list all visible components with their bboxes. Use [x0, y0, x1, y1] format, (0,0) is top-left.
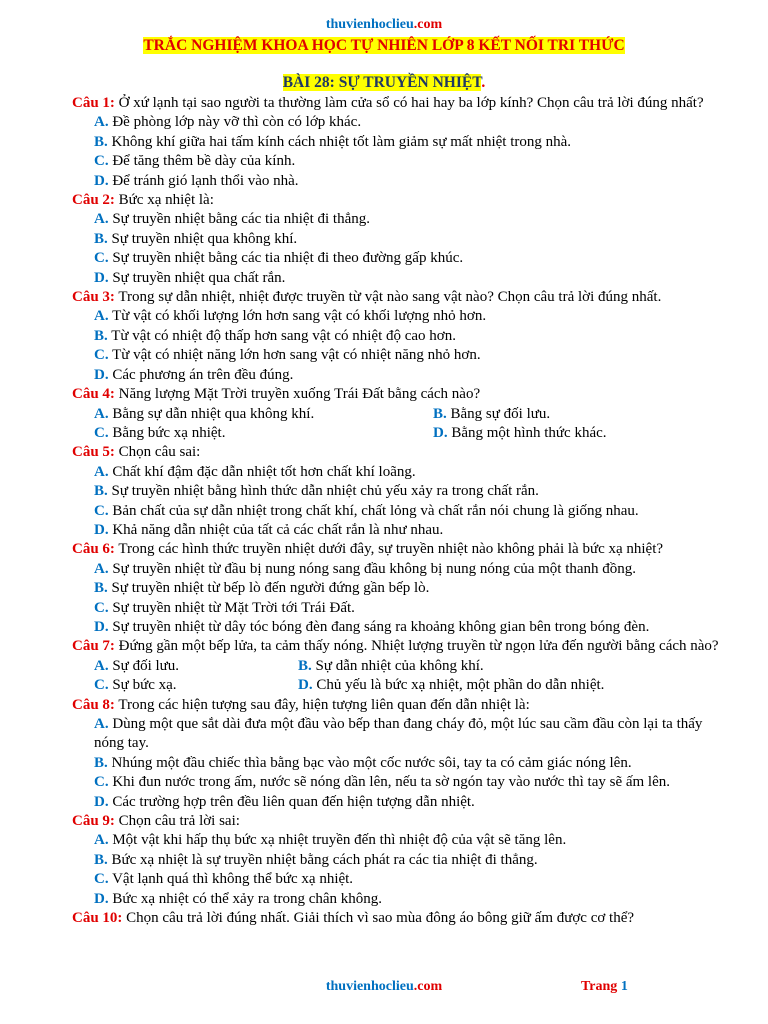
option-c: C. Khi đun nước trong ấm, nước sẽ nóng dần lên, nếu ta sờ ngón tay vào nước thì tay sẽ ấm lên.: [94, 774, 671, 791]
option-a: A. Sự đối lưu.: [94, 657, 180, 674]
option-c: C. Bằng bức xạ nhiệt.: [94, 424, 226, 441]
option-c: C. Sự truyền nhiệt bằng các tia nhiệt đi theo đường gấp khúc.: [94, 250, 464, 267]
option-c: C. Để tăng thêm bề dày của kính.: [94, 153, 296, 170]
option-b: B. Sự truyền nhiệt từ bếp lò đến người đứng gần bếp lò.: [94, 580, 430, 597]
question-2: Câu 2: Bức xạ nhiệt là:: [72, 192, 214, 209]
option-d: D. Các trường hợp trên đều liên quan đến hiện tượng dẫn nhiệt.: [94, 793, 475, 810]
option-a: A. Từ vật có khối lượng lớn hơn sang vật có khối lượng nhỏ hơn.: [94, 308, 487, 325]
option-row: [72, 676, 732, 695]
option-d: D. Các phương án trên đều đúng.: [94, 366, 294, 383]
option-row: [72, 405, 732, 424]
option-c: C. Sự truyền nhiệt từ Mặt Trời tới Trái Đất.: [94, 599, 355, 616]
header-site-name[interactable]: thuvienhoclieu.com: [325, 17, 443, 32]
question-6: Câu 6: Trong các hình thức truyền nhiệt dưới đây, sự truyền nhiệt nào không phải là bức xạ nhiệt?: [72, 541, 664, 558]
option-a: A. Sự truyền nhiệt từ đầu bị nung nóng sang đầu không bị nung nóng của một thanh đồng.: [94, 560, 637, 577]
option-c: C. Vật lạnh quá thì không thể bức xạ nhiệt.: [94, 871, 354, 888]
option-a: A. Bằng sự dẫn nhiệt qua không khí.: [94, 405, 315, 422]
option-d: D. Bức xạ nhiệt có thể xảy ra trong chân không.: [94, 890, 383, 907]
option-d: D. Chủ yếu là bức xạ nhiệt, một phần do dẫn nhiệt.: [298, 677, 605, 694]
option-a: A. Chất khí đậm đặc dẫn nhiệt tốt hơn chất khí loãng.: [94, 463, 416, 480]
option-b: B. Không khí giữa hai tấm kính cách nhiệt tốt làm giảm sự mất nhiệt trong nhà.: [94, 133, 572, 150]
option-b: B. Bằng sự đối lưu.: [433, 405, 551, 422]
question-8: Câu 8: Trong các hiện tượng sau đây, hiện tượng liên quan đến dẫn nhiệt là:: [72, 696, 530, 713]
question-list: [72, 94, 732, 928]
option-c: C. Từ vật có nhiệt năng lớn hơn sang vật có nhiệt năng nhỏ hơn.: [94, 347, 481, 364]
document-title: TRẮC NGHIỆM KHOA HỌC TỰ NHIÊN LỚP 8 KẾT NỐI TRI THỨC: [143, 37, 625, 54]
question-10: Câu 10: Chọn câu trả lời đúng nhất. Giải thích vì sao mùa đông áo bông giữ ấm được cơ thể?: [72, 910, 635, 927]
question-5: Câu 5: Chọn câu sai:: [72, 444, 201, 461]
question-3: Câu 3: Trong sự dẫn nhiệt, nhiệt được truyền từ vật nào sang vật nào? Chọn câu trả lời đúng nhất.: [72, 289, 662, 306]
option-a: A. Một vật khi hấp thụ bức xạ nhiệt truyền đến thì nhiệt độ của vật sẽ tăng lên.: [94, 832, 567, 849]
option-d: D. Bằng một hình thức khác.: [433, 424, 607, 441]
footer-site-name[interactable]: thuvienhoclieu.com: [325, 979, 443, 994]
option-b: B. Sự truyền nhiệt qua không khí.: [94, 230, 298, 247]
lesson-title: BÀI 28: SỰ TRUYỀN NHIỆT.: [282, 74, 486, 91]
option-b: B. Sự truyền nhiệt bằng hình thức dẫn nhiệt chủ yếu xảy ra trong chất rắn.: [94, 483, 539, 500]
option-d: D. Khả năng dẫn nhiệt của tất cả các chất rắn là như nhau.: [94, 521, 444, 538]
option-a: A. Sự truyền nhiệt bằng các tia nhiệt đi thẳng.: [94, 211, 370, 228]
option-c: C. Bản chất của sự dẫn nhiệt trong chất khí, chất lỏng và chất rắn nói chung là giống nhau.: [94, 502, 639, 519]
option-row: [72, 424, 732, 443]
option-b: B. Nhúng một đầu chiếc thìa bằng bạc vào một cốc nước sôi, tay ta có cảm giác nóng lên.: [94, 754, 632, 771]
option-d: D. Để tránh gió lạnh thổi vào nhà.: [94, 172, 299, 189]
page-number: Trang 1: [581, 979, 628, 994]
question-9: Câu 9: Chọn câu trả lời sai:: [72, 813, 240, 830]
option-d: D. Sự truyền nhiệt từ dây tóc bóng đèn đang sáng ra khoảng không gian bên trong bóng đèn.: [94, 618, 650, 635]
option-d: D. Sự truyền nhiệt qua chất rắn.: [94, 269, 286, 286]
option-c: C. Sự bức xạ.: [94, 677, 177, 694]
question-4: Câu 4: Năng lượng Mặt Trời truyền xuống Trái Đất bằng cách nào?: [72, 386, 481, 403]
option-b: B. Sự dẫn nhiệt của không khí.: [298, 657, 484, 674]
option-row: [72, 657, 732, 676]
option-a: A. Dùng một que sắt dài đưa một đầu vào bếp than đang cháy đỏ, một lúc sau cầm đầu còn lại ta thấy nóng tay.: [94, 716, 703, 752]
option-b: B. Bức xạ nhiệt là sự truyền nhiệt bằng cách phát ra các tia nhiệt đi thẳng.: [94, 851, 538, 868]
question-1: Câu 1: Ở xứ lạnh tại sao người ta thường làm cửa sổ có hai hay ba lớp kính? Chọn câu trả lời đúng nhất?: [72, 95, 704, 111]
question-7: Câu 7: Đứng gần một bếp lửa, ta cảm thấy nóng. Nhiệt lượng truyền từ ngọn lửa đến người bằng cách nào?: [72, 638, 719, 655]
option-b: B. Từ vật có nhiệt độ thấp hơn sang vật có nhiệt độ cao hơn.: [94, 327, 456, 344]
option-a: A. Đề phòng lớp này vỡ thì còn có lớp khác.: [94, 114, 362, 131]
